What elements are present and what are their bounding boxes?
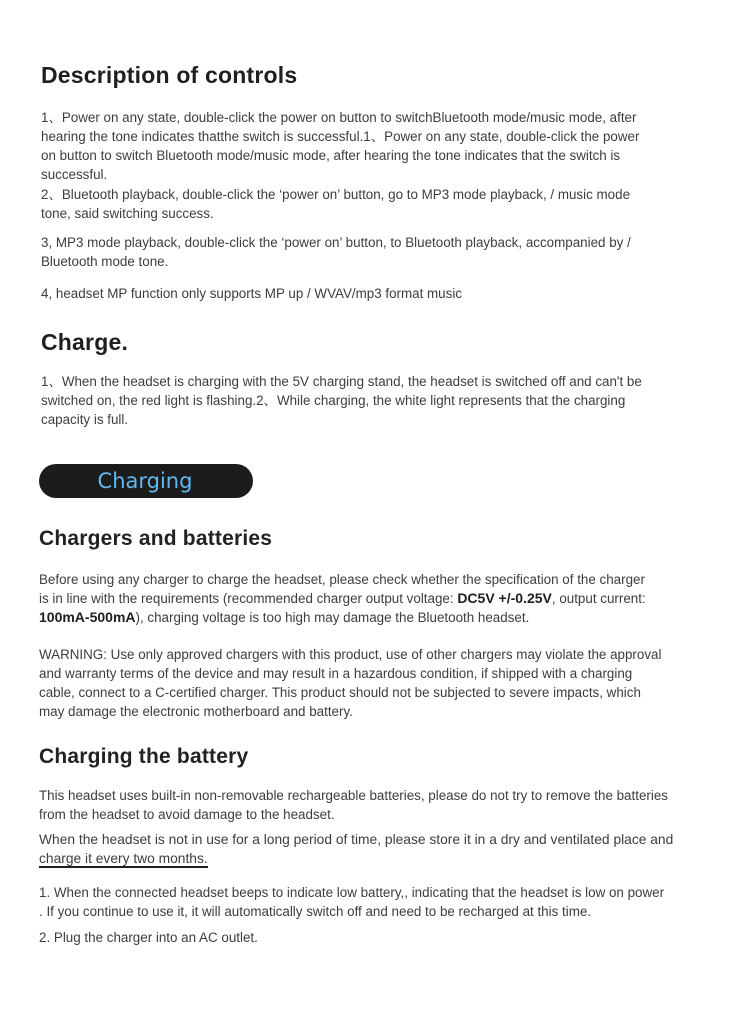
underlined-note: charge it every two months. bbox=[39, 851, 208, 866]
text-line: from the headset to avoid damage to the headset. bbox=[39, 807, 335, 822]
battery-paragraph-1 bbox=[39, 786, 668, 824]
section-title-chargers: Chargers and batteries bbox=[39, 527, 273, 550]
text-line: capacity is full. bbox=[41, 412, 129, 427]
text-line: This headset uses built-in non-removable rechargeable batteries, please do not try to remove the batteries bbox=[39, 788, 668, 803]
text-line: ), charging voltage is too high may damage the Bluetooth headset. bbox=[135, 610, 530, 625]
charging-banner-label: Charging bbox=[97, 469, 193, 493]
text-line: hearing the tone indicates thatthe switch is successful.1、Power on any state, double-click the power bbox=[41, 129, 640, 144]
chargers-warning bbox=[39, 645, 661, 721]
text-line: Bluetooth mode tone. bbox=[41, 254, 169, 269]
controls-paragraph-2 bbox=[41, 185, 630, 223]
text-line: 3, MP3 mode playback, double-click the ‘power on’ button, to Bluetooth playback, accompanied by / bbox=[41, 235, 631, 250]
text-line: When the headset is not in use for a long period of time, please store it in a dry and ventilated place and bbox=[39, 832, 674, 847]
text-line: 1. When the connected headset beeps to indicate low battery,, indicating that the headset is low on power bbox=[39, 885, 665, 900]
battery-paragraph-2 bbox=[39, 830, 673, 868]
text-line: , output current: bbox=[551, 591, 646, 606]
current-spec: 100mA-500mA bbox=[39, 609, 136, 625]
text-line: on button to switch Bluetooth mode/music mode, after hearing the tone indicates that the switch is bbox=[41, 148, 621, 163]
controls-paragraph-1 bbox=[41, 108, 639, 184]
text-line: . If you continue to use it, it will automatically switch off and need to be recharged at this time. bbox=[39, 904, 592, 919]
text-line: 1、When the headset is charging with the 5V charging stand, the headset is switched off and can't be bbox=[41, 374, 642, 389]
controls-paragraph-3 bbox=[41, 233, 631, 271]
text-line: is in line with the requirements (recommended charger output voltage: bbox=[39, 591, 458, 606]
section-title-charge: Charge. bbox=[41, 329, 129, 355]
text-line: Before using any charger to charge the headset, please check whether the specification of the charger bbox=[39, 572, 645, 587]
text-line: WARNING: Use only approved chargers with this product, use of other chargers may violate the approval bbox=[39, 647, 662, 662]
text-line: switched on, the red light is flashing.2、While charging, the white light represents that the charging bbox=[41, 393, 626, 408]
chargers-paragraph-1 bbox=[39, 570, 646, 627]
text-line: and warranty terms of the device and may result in a hazardous condition, if shipped with a charging bbox=[39, 666, 633, 681]
battery-paragraph-4: 2. Plug the charger into an AC outlet. bbox=[39, 930, 258, 945]
charge-paragraph bbox=[41, 372, 642, 429]
text-line: 1、Power on any state, double-click the power on button to switchBluetooth mode/music mode, after bbox=[41, 110, 637, 125]
text-line: 2、Bluetooth playback, double-click the ‘power on’ button, go to MP3 mode playback, / music mode bbox=[41, 187, 631, 202]
voltage-spec: DC5V +/-0.25V bbox=[457, 590, 552, 606]
text-line: successful. bbox=[41, 167, 108, 182]
section-title-controls: Description of controls bbox=[41, 62, 298, 88]
battery-paragraph-3 bbox=[39, 883, 664, 921]
text-line: tone, said switching success. bbox=[41, 206, 214, 221]
controls-paragraph-4: 4, headset MP function only supports MP up / WVAV/mp3 format music bbox=[41, 286, 462, 301]
charging-banner bbox=[39, 464, 253, 498]
text-line: cable, connect to a C-certified charger. This product should not be subjected to severe impacts, which bbox=[39, 685, 641, 700]
section-title-battery: Charging the battery bbox=[39, 745, 249, 768]
text-line: may damage the electronic motherboard and battery. bbox=[39, 704, 353, 719]
